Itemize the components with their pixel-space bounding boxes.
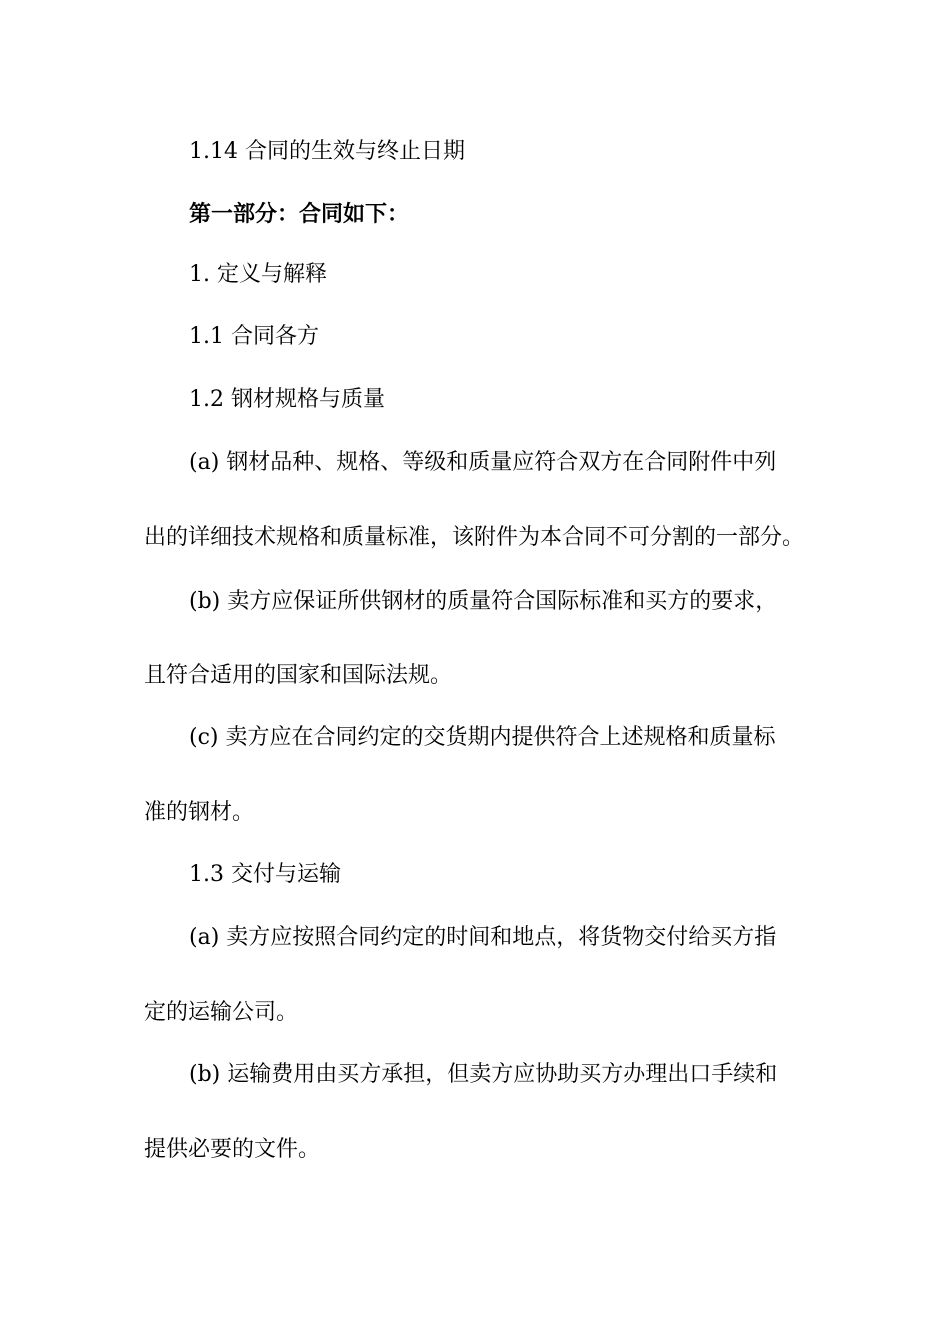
clause-1-1-heading: 1.1 合同各方 [189, 324, 319, 349]
paragraph-line: 出的详细技术规格和质量标准，该附件为本合同不可分割的一部分。 [144, 525, 805, 550]
paragraph-line: (a) 钢材品种、规格、等级和质量应符合双方在合同附件中列 [189, 450, 777, 475]
paragraph-line: 提供必要的文件。 [144, 1137, 321, 1162]
clause-1-2-heading: 1.2 钢材规格与质量 [189, 387, 385, 412]
clause-1-14-heading: 1.14 合同的生效与终止日期 [189, 139, 465, 164]
part-one-heading: 第一部分：合同如下： [189, 201, 410, 227]
paragraph-line: 且符合适用的国家和国际法规。 [144, 663, 453, 688]
paragraph-line: 定的运输公司。 [144, 1000, 299, 1025]
clause-1-3-heading: 1.3 交付与运输 [189, 862, 341, 887]
paragraph-line: (a) 卖方应按照合同约定的时间和地点，将货物交付给买方指 [189, 925, 777, 950]
paragraph-line: (b) 运输费用由买方承担，但卖方应协助买方办理出口手续和 [189, 1062, 778, 1087]
paragraph-line: (c) 卖方应在合同约定的交货期内提供符合上述规格和质量标 [189, 725, 776, 750]
section-1-heading: 1. 定义与解释 [189, 262, 327, 287]
paragraph-line: 准的钢材。 [144, 800, 255, 825]
paragraph-line: (b) 卖方应保证所供钢材的质量符合国际标准和买方的要求， [189, 589, 778, 614]
